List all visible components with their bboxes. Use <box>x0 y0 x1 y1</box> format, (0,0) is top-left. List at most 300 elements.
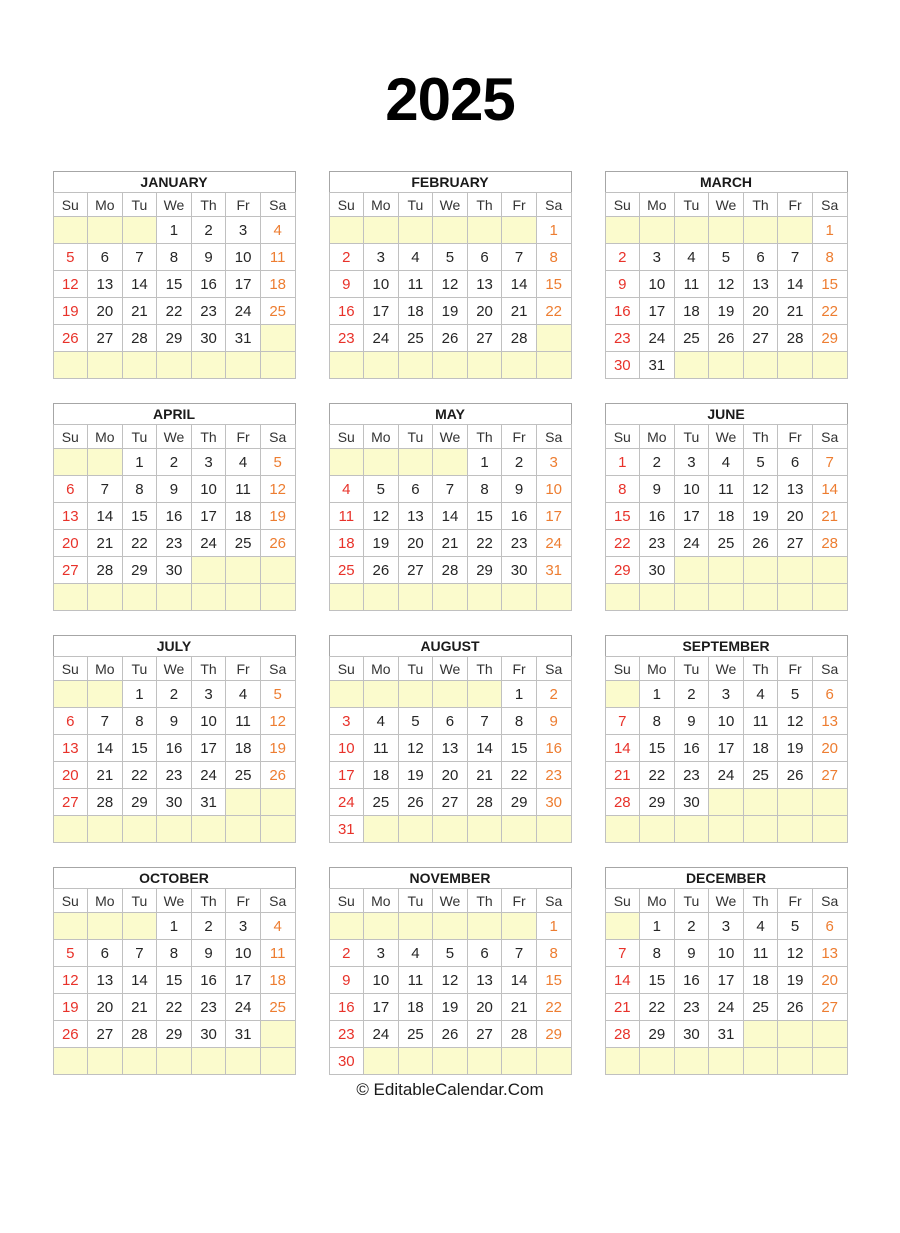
date-cell: 15 <box>640 967 675 994</box>
date-cell: 16 <box>329 298 364 325</box>
empty-cell <box>53 352 88 379</box>
empty-cell <box>88 217 123 244</box>
month-table <box>329 424 572 611</box>
date-cell: 8 <box>640 708 675 735</box>
empty-cell <box>157 1048 192 1075</box>
date-cell: 28 <box>502 325 537 352</box>
date-cell: 24 <box>640 325 675 352</box>
empty-cell <box>260 789 295 816</box>
date-cell: 26 <box>398 789 433 816</box>
day-header-mo: Mo <box>88 193 123 217</box>
empty-cell <box>467 584 502 611</box>
day-header-sa: Sa <box>260 889 295 913</box>
date-cell: 23 <box>502 530 537 557</box>
day-header-we: We <box>157 889 192 913</box>
date-cell: 15 <box>122 735 157 762</box>
empty-cell <box>53 1048 88 1075</box>
empty-cell <box>364 217 399 244</box>
date-cell: 3 <box>364 940 399 967</box>
week-row <box>329 503 571 530</box>
week-row <box>329 352 571 379</box>
date-cell: 30 <box>191 1021 226 1048</box>
date-cell: 12 <box>398 735 433 762</box>
date-cell: 19 <box>260 503 295 530</box>
date-cell: 28 <box>88 789 123 816</box>
date-cell: 31 <box>536 557 571 584</box>
date-cell: 21 <box>433 530 468 557</box>
date-cell: 14 <box>502 967 537 994</box>
day-header-th: Th <box>191 425 226 449</box>
date-cell: 28 <box>88 557 123 584</box>
date-cell: 24 <box>364 1021 399 1048</box>
week-row <box>605 476 847 503</box>
date-cell: 3 <box>674 449 709 476</box>
date-cell: 1 <box>502 681 537 708</box>
date-cell: 3 <box>536 449 571 476</box>
date-cell: 20 <box>812 735 847 762</box>
date-cell: 31 <box>191 789 226 816</box>
month-title: MAY <box>329 403 572 425</box>
date-cell: 6 <box>467 940 502 967</box>
day-header-mo: Mo <box>364 889 399 913</box>
date-cell: 2 <box>640 449 675 476</box>
date-cell: 3 <box>709 913 744 940</box>
empty-cell <box>191 816 226 843</box>
month-title: SEPTEMBER <box>605 635 848 657</box>
date-cell: 13 <box>433 735 468 762</box>
day-header-tu: Tu <box>398 425 433 449</box>
empty-cell <box>88 1048 123 1075</box>
day-header-tu: Tu <box>398 193 433 217</box>
date-cell: 20 <box>53 530 88 557</box>
date-cell: 26 <box>778 994 813 1021</box>
date-cell: 14 <box>778 271 813 298</box>
date-cell: 24 <box>191 762 226 789</box>
date-cell: 14 <box>605 967 640 994</box>
empty-cell <box>122 1048 157 1075</box>
empty-cell <box>812 352 847 379</box>
empty-cell <box>467 816 502 843</box>
day-header-tu: Tu <box>122 889 157 913</box>
date-cell: 25 <box>398 325 433 352</box>
date-cell: 3 <box>329 708 364 735</box>
empty-cell <box>709 816 744 843</box>
date-cell: 19 <box>433 298 468 325</box>
date-cell: 26 <box>709 325 744 352</box>
date-cell: 22 <box>640 762 675 789</box>
date-cell: 14 <box>433 503 468 530</box>
week-row <box>53 913 295 940</box>
day-header-fr: Fr <box>778 657 813 681</box>
day-header-mo: Mo <box>640 425 675 449</box>
empty-cell <box>709 1048 744 1075</box>
date-cell: 8 <box>536 940 571 967</box>
date-cell: 4 <box>743 681 778 708</box>
date-cell: 29 <box>605 557 640 584</box>
date-cell: 2 <box>674 913 709 940</box>
date-cell: 4 <box>260 913 295 940</box>
date-cell: 18 <box>398 994 433 1021</box>
day-header-mo: Mo <box>640 889 675 913</box>
day-header-row <box>605 425 847 449</box>
date-cell: 21 <box>605 762 640 789</box>
date-cell: 15 <box>605 503 640 530</box>
day-header-th: Th <box>743 425 778 449</box>
date-cell: 30 <box>157 789 192 816</box>
day-header-su: Su <box>53 889 88 913</box>
week-row <box>53 557 295 584</box>
date-cell: 19 <box>778 967 813 994</box>
date-cell: 25 <box>398 1021 433 1048</box>
date-cell: 11 <box>743 940 778 967</box>
empty-cell <box>709 557 744 584</box>
week-row <box>605 298 847 325</box>
empty-cell <box>260 352 295 379</box>
date-cell: 9 <box>605 271 640 298</box>
week-row <box>329 584 571 611</box>
date-cell: 12 <box>433 271 468 298</box>
date-cell: 1 <box>157 913 192 940</box>
date-cell: 28 <box>605 789 640 816</box>
date-cell: 8 <box>122 476 157 503</box>
empty-cell <box>674 352 709 379</box>
day-header-tu: Tu <box>398 889 433 913</box>
week-row <box>605 557 847 584</box>
date-cell: 17 <box>674 503 709 530</box>
day-header-we: We <box>709 657 744 681</box>
day-header-su: Su <box>605 657 640 681</box>
empty-cell <box>812 789 847 816</box>
day-header-mo: Mo <box>364 425 399 449</box>
date-cell: 16 <box>640 503 675 530</box>
empty-cell <box>605 913 640 940</box>
date-cell: 18 <box>743 735 778 762</box>
date-cell: 1 <box>122 449 157 476</box>
date-cell: 25 <box>743 994 778 1021</box>
date-cell: 26 <box>260 530 295 557</box>
day-header-sa: Sa <box>812 425 847 449</box>
date-cell: 27 <box>812 994 847 1021</box>
empty-cell <box>260 325 295 352</box>
date-cell: 20 <box>778 503 813 530</box>
week-row <box>329 476 571 503</box>
month-title: NOVEMBER <box>329 867 572 889</box>
week-row <box>329 967 571 994</box>
date-cell: 19 <box>743 503 778 530</box>
week-row <box>605 681 847 708</box>
date-cell: 10 <box>329 735 364 762</box>
week-row <box>53 298 295 325</box>
week-row <box>329 735 571 762</box>
date-cell: 10 <box>364 967 399 994</box>
date-cell: 13 <box>53 735 88 762</box>
week-row <box>329 708 571 735</box>
day-header-sa: Sa <box>536 193 571 217</box>
date-cell: 30 <box>640 557 675 584</box>
date-cell: 10 <box>364 271 399 298</box>
empty-cell <box>502 584 537 611</box>
date-cell: 11 <box>709 476 744 503</box>
date-cell: 15 <box>640 735 675 762</box>
date-cell: 2 <box>329 244 364 271</box>
date-cell: 25 <box>260 298 295 325</box>
empty-cell <box>709 789 744 816</box>
empty-cell <box>329 913 364 940</box>
date-cell: 16 <box>329 994 364 1021</box>
date-cell: 30 <box>674 1021 709 1048</box>
date-cell: 21 <box>122 994 157 1021</box>
date-cell: 25 <box>709 530 744 557</box>
date-cell: 25 <box>674 325 709 352</box>
month-title: JUNE <box>605 403 848 425</box>
date-cell: 27 <box>88 1021 123 1048</box>
date-cell: 4 <box>329 476 364 503</box>
date-cell: 17 <box>364 994 399 1021</box>
date-cell: 23 <box>329 325 364 352</box>
day-header-we: We <box>157 193 192 217</box>
date-cell: 24 <box>709 762 744 789</box>
date-cell: 29 <box>502 789 537 816</box>
date-cell: 7 <box>605 708 640 735</box>
date-cell: 13 <box>88 967 123 994</box>
date-cell: 6 <box>433 708 468 735</box>
date-cell: 26 <box>433 1021 468 1048</box>
empty-cell <box>53 913 88 940</box>
date-cell: 11 <box>226 708 261 735</box>
empty-cell <box>53 584 88 611</box>
empty-cell <box>605 217 640 244</box>
date-cell: 12 <box>433 967 468 994</box>
date-cell: 15 <box>812 271 847 298</box>
empty-cell <box>640 584 675 611</box>
day-header-fr: Fr <box>226 425 261 449</box>
date-cell: 17 <box>536 503 571 530</box>
date-cell: 30 <box>674 789 709 816</box>
week-row <box>605 244 847 271</box>
empty-cell <box>53 217 88 244</box>
date-cell: 21 <box>778 298 813 325</box>
date-cell: 2 <box>674 681 709 708</box>
date-cell: 13 <box>53 503 88 530</box>
empty-cell <box>53 816 88 843</box>
date-cell: 18 <box>398 298 433 325</box>
empty-cell <box>536 816 571 843</box>
empty-cell <box>674 1048 709 1075</box>
date-cell: 16 <box>191 271 226 298</box>
empty-cell <box>778 352 813 379</box>
date-cell: 27 <box>467 1021 502 1048</box>
empty-cell <box>536 352 571 379</box>
week-row <box>53 708 295 735</box>
empty-cell <box>812 584 847 611</box>
empty-cell <box>260 1021 295 1048</box>
date-cell: 22 <box>536 994 571 1021</box>
empty-cell <box>260 557 295 584</box>
date-cell: 4 <box>743 913 778 940</box>
empty-cell <box>226 557 261 584</box>
empty-cell <box>433 913 468 940</box>
date-cell: 31 <box>329 816 364 843</box>
month-may <box>329 403 572 611</box>
day-header-su: Su <box>605 425 640 449</box>
empty-cell <box>364 1048 399 1075</box>
date-cell: 5 <box>260 681 295 708</box>
day-header-sa: Sa <box>812 889 847 913</box>
week-row <box>605 789 847 816</box>
date-cell: 14 <box>812 476 847 503</box>
date-cell: 29 <box>122 557 157 584</box>
empty-cell <box>812 557 847 584</box>
date-cell: 24 <box>536 530 571 557</box>
week-row <box>605 1048 847 1075</box>
day-header-tu: Tu <box>674 657 709 681</box>
date-cell: 5 <box>778 681 813 708</box>
date-cell: 27 <box>398 557 433 584</box>
date-cell: 8 <box>122 708 157 735</box>
month-april <box>53 403 296 611</box>
day-header-th: Th <box>467 193 502 217</box>
empty-cell <box>364 584 399 611</box>
month-title: JANUARY <box>53 171 296 193</box>
date-cell: 21 <box>88 762 123 789</box>
month-january <box>53 171 296 379</box>
week-row <box>329 681 571 708</box>
date-cell: 22 <box>605 530 640 557</box>
day-header-row <box>53 889 295 913</box>
empty-cell <box>88 681 123 708</box>
date-cell: 29 <box>467 557 502 584</box>
date-cell: 9 <box>157 476 192 503</box>
date-cell: 13 <box>88 271 123 298</box>
date-cell: 11 <box>329 503 364 530</box>
date-cell: 21 <box>605 994 640 1021</box>
date-cell: 4 <box>398 244 433 271</box>
empty-cell <box>433 449 468 476</box>
date-cell: 2 <box>191 217 226 244</box>
date-cell: 13 <box>467 967 502 994</box>
date-cell: 27 <box>53 789 88 816</box>
date-cell: 7 <box>467 708 502 735</box>
day-header-sa: Sa <box>536 889 571 913</box>
date-cell: 1 <box>536 913 571 940</box>
day-header-sa: Sa <box>536 657 571 681</box>
date-cell: 27 <box>467 325 502 352</box>
date-cell: 21 <box>812 503 847 530</box>
date-cell: 23 <box>674 994 709 1021</box>
empty-cell <box>743 352 778 379</box>
week-row <box>605 352 847 379</box>
date-cell: 13 <box>812 940 847 967</box>
day-header-we: We <box>709 425 744 449</box>
date-cell: 17 <box>709 967 744 994</box>
date-cell: 14 <box>122 271 157 298</box>
day-header-fr: Fr <box>502 889 537 913</box>
empty-cell <box>605 584 640 611</box>
date-cell: 15 <box>536 967 571 994</box>
date-cell: 20 <box>743 298 778 325</box>
week-row <box>329 449 571 476</box>
date-cell: 29 <box>640 789 675 816</box>
empty-cell <box>640 217 675 244</box>
date-cell: 17 <box>329 762 364 789</box>
day-header-we: We <box>433 889 468 913</box>
empty-cell <box>778 816 813 843</box>
date-cell: 30 <box>502 557 537 584</box>
day-header-th: Th <box>743 193 778 217</box>
date-cell: 16 <box>674 967 709 994</box>
day-header-fr: Fr <box>778 425 813 449</box>
empty-cell <box>502 816 537 843</box>
week-row <box>329 762 571 789</box>
week-row <box>53 503 295 530</box>
week-row <box>53 967 295 994</box>
date-cell: 16 <box>605 298 640 325</box>
date-cell: 17 <box>709 735 744 762</box>
date-cell: 1 <box>640 913 675 940</box>
date-cell: 4 <box>226 449 261 476</box>
date-cell: 6 <box>812 913 847 940</box>
date-cell: 2 <box>157 449 192 476</box>
date-cell: 13 <box>398 503 433 530</box>
empty-cell <box>433 584 468 611</box>
date-cell: 5 <box>364 476 399 503</box>
week-row <box>605 994 847 1021</box>
date-cell: 15 <box>157 271 192 298</box>
date-cell: 9 <box>674 940 709 967</box>
date-cell: 9 <box>640 476 675 503</box>
day-header-tu: Tu <box>122 193 157 217</box>
date-cell: 31 <box>226 1021 261 1048</box>
empty-cell <box>226 816 261 843</box>
month-table <box>53 888 296 1075</box>
date-cell: 24 <box>226 298 261 325</box>
date-cell: 22 <box>157 994 192 1021</box>
date-cell: 28 <box>605 1021 640 1048</box>
week-row <box>605 530 847 557</box>
date-cell: 4 <box>674 244 709 271</box>
date-cell: 3 <box>191 681 226 708</box>
day-header-mo: Mo <box>364 657 399 681</box>
week-row <box>605 708 847 735</box>
day-header-th: Th <box>467 425 502 449</box>
date-cell: 20 <box>812 967 847 994</box>
date-cell: 22 <box>122 530 157 557</box>
empty-cell <box>364 352 399 379</box>
day-header-th: Th <box>467 657 502 681</box>
empty-cell <box>467 681 502 708</box>
month-title: APRIL <box>53 403 296 425</box>
month-title: AUGUST <box>329 635 572 657</box>
day-header-row <box>53 425 295 449</box>
date-cell: 1 <box>640 681 675 708</box>
date-cell: 26 <box>433 325 468 352</box>
day-header-tu: Tu <box>398 657 433 681</box>
date-cell: 2 <box>605 244 640 271</box>
date-cell: 4 <box>364 708 399 735</box>
date-cell: 3 <box>364 244 399 271</box>
empty-cell <box>605 681 640 708</box>
week-row <box>329 217 571 244</box>
empty-cell <box>260 1048 295 1075</box>
date-cell: 23 <box>157 762 192 789</box>
date-cell: 3 <box>191 449 226 476</box>
empty-cell <box>502 217 537 244</box>
empty-cell <box>88 816 123 843</box>
date-cell: 5 <box>53 244 88 271</box>
date-cell: 7 <box>122 940 157 967</box>
date-cell: 4 <box>398 940 433 967</box>
week-row <box>329 789 571 816</box>
